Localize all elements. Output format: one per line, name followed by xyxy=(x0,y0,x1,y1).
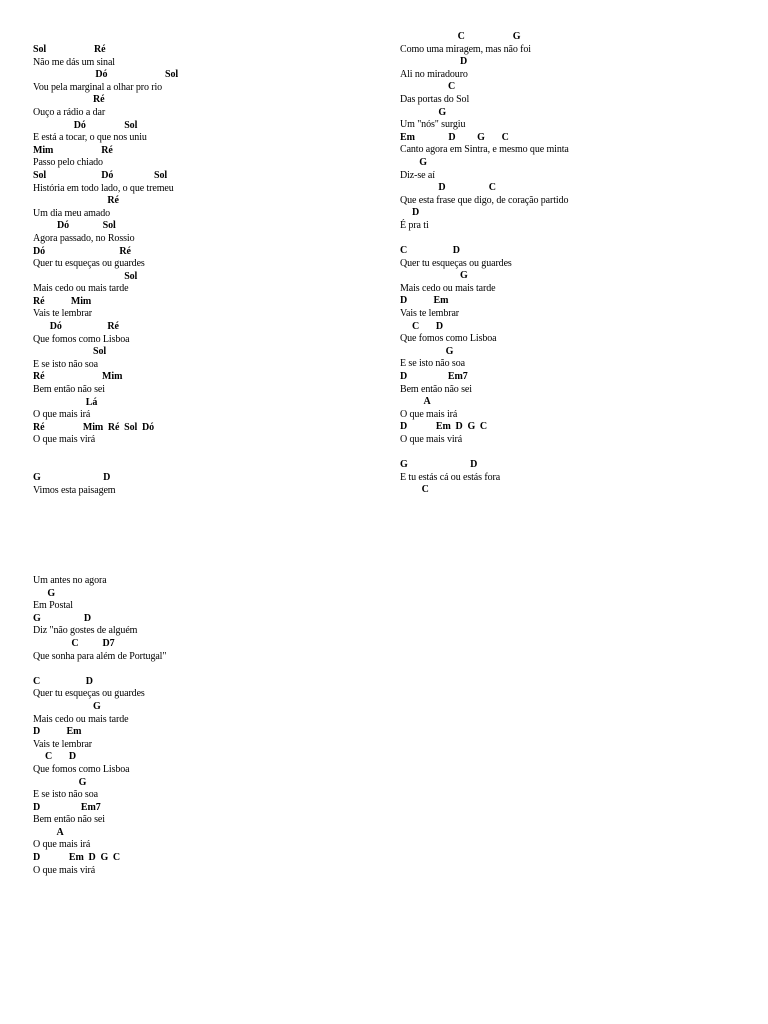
chord-line: G xyxy=(400,345,454,357)
lyric-line: O que mais irá xyxy=(33,839,91,851)
chord-line: Sol xyxy=(33,346,107,358)
song-column-left xyxy=(33,44,178,497)
lyric-line: O que mais virá xyxy=(33,434,96,446)
lyric-line: O que mais virá xyxy=(400,434,463,445)
chord-line: Ré Mim xyxy=(33,295,92,307)
chord-line: Ré xyxy=(33,94,105,106)
chord-line: Dó Sol xyxy=(33,119,138,131)
chord-line: D Em xyxy=(33,726,82,738)
lyric-line: E se isto não soa xyxy=(33,789,98,801)
chord-line: C xyxy=(400,484,429,496)
lyric-line: Passo pelo chiado xyxy=(33,157,103,169)
lyric-line: Um "nós" surgiu xyxy=(400,119,466,131)
chord-line: C D xyxy=(33,675,93,687)
chord-line: Lá xyxy=(33,396,98,408)
chord-line: C D xyxy=(400,320,444,332)
chord-line: A xyxy=(400,396,431,408)
lyric-line: O que mais irá xyxy=(33,409,91,421)
lyric-line: Vimos esta paisagem xyxy=(33,484,116,496)
chord-line: G xyxy=(33,587,56,599)
lyric-line: Ouço a rádio a dar xyxy=(33,106,106,118)
chord-line: G xyxy=(33,700,101,712)
chord-line: Em D G C xyxy=(400,131,509,143)
lyric-line: Das portas do Sol xyxy=(400,93,470,105)
chord-line: C xyxy=(400,81,456,93)
chord-line: D Em7 xyxy=(33,801,101,813)
lyric-line: Mais cedo ou mais tarde xyxy=(33,713,129,725)
chord-line: Sol xyxy=(33,270,138,282)
song-column-right xyxy=(400,31,569,497)
chord-line: G xyxy=(400,270,468,282)
chord-line: Ré Mim Ré Sol Dó xyxy=(33,421,155,433)
lyric-line: Vou pela marginal a olhar pro rio xyxy=(33,81,163,93)
lyric-line: O que mais virá xyxy=(33,864,96,876)
chord-line: G D xyxy=(400,459,478,471)
lyric-line: E tu estás cá ou estás fora xyxy=(400,471,501,483)
chord-line: Dó Sol xyxy=(33,69,179,81)
lyric-line: O que mais irá xyxy=(400,408,458,420)
blank-line xyxy=(33,447,178,460)
chord-line: G xyxy=(33,776,87,788)
lyric-line: Mais cedo ou mais tarde xyxy=(400,282,496,294)
chord-line: D Em D G C xyxy=(33,852,121,864)
lyric-line: Que fomos como Lisboa xyxy=(33,763,130,775)
lyric-line: Em Postal xyxy=(33,600,73,612)
lyric-line: Não me dás um sinal xyxy=(33,56,115,68)
chord-line: Sol Dó Sol xyxy=(33,169,168,181)
chord-line: D xyxy=(400,56,468,68)
blank-line xyxy=(400,447,569,460)
chord-line: D Em7 xyxy=(400,371,468,383)
lyric-line: Que fomos como Lisboa xyxy=(33,333,130,345)
chord-line: G D xyxy=(33,612,92,624)
chord-line: D Em D G C xyxy=(400,421,488,433)
lyric-line: Canto agora em Sintra, e mesmo que minta xyxy=(400,144,569,156)
lyric-line: E se isto não soa xyxy=(33,358,98,370)
lyric-line: Bem então não sei xyxy=(33,384,105,396)
lyric-line: Mais cedo ou mais tarde xyxy=(33,283,129,295)
chord-line: Dó Sol xyxy=(33,220,116,232)
chord-line: A xyxy=(33,826,64,838)
chord-line: Dó Ré xyxy=(33,321,119,333)
lyric-line: Vais te lembrar xyxy=(33,738,93,750)
lyric-line: Vais te lembrar xyxy=(400,308,460,320)
lyric-line: Vais te lembrar xyxy=(33,308,93,320)
chord-line: C D xyxy=(33,751,77,763)
lyric-line: Que esta frase que digo, de coração partido xyxy=(400,194,569,206)
lyric-line: E está a tocar, o que nos uniu xyxy=(33,132,147,144)
chord-line: D Em xyxy=(400,295,449,307)
chord-line: G D xyxy=(33,472,111,484)
blank-line xyxy=(33,460,178,473)
lyric-line: Que sonha para além de Portugal" xyxy=(33,650,167,662)
chord-line: G xyxy=(400,106,447,118)
lyric-line: Ali no miradouro xyxy=(400,68,468,80)
lyric-line: Bem então não sei xyxy=(33,814,105,826)
lyric-line: É pra ti xyxy=(400,219,429,231)
chord-line: G xyxy=(400,156,427,168)
lyric-line: Quer tu esqueças ou guardes xyxy=(33,688,145,700)
lyric-line: Quer tu esqueças ou guardes xyxy=(33,258,145,270)
lyric-line: Bem então não sei xyxy=(400,383,472,395)
chord-line: D xyxy=(400,207,420,219)
song-column-left-lower xyxy=(33,575,166,877)
lyric-line: História em todo lado, o que tremeu xyxy=(33,182,174,194)
chord-line: Sol Ré xyxy=(33,44,106,55)
lyric-line: Quer tu esqueças ou guardes xyxy=(400,257,512,269)
chord-line: Ré Mim xyxy=(33,371,123,383)
blank-line xyxy=(33,663,166,676)
chord-line: D C xyxy=(400,182,496,194)
lyric-line: Diz "não gostes de alguém xyxy=(33,625,138,637)
lyric-line: E se isto não soa xyxy=(400,358,465,370)
lyric-line: Diz-se aí xyxy=(400,169,435,181)
lyric-line: Um antes no agora xyxy=(33,575,107,586)
lyric-line: Como uma miragem, mas não foi xyxy=(400,43,531,55)
lyric-line: Agora passado, no Rossio xyxy=(33,232,135,244)
chord-line: Dó Ré xyxy=(33,245,131,257)
chord-line: Mim Ré xyxy=(33,144,113,156)
lyric-line: Um dia meu amado xyxy=(33,207,110,219)
chord-line: C G xyxy=(400,31,521,42)
chord-line: C D xyxy=(400,245,460,257)
chord-line: Ré xyxy=(33,195,119,207)
lyric-line: Que fomos como Lisboa xyxy=(400,333,497,345)
blank-line xyxy=(400,233,569,246)
chord-line: C D7 xyxy=(33,637,115,649)
